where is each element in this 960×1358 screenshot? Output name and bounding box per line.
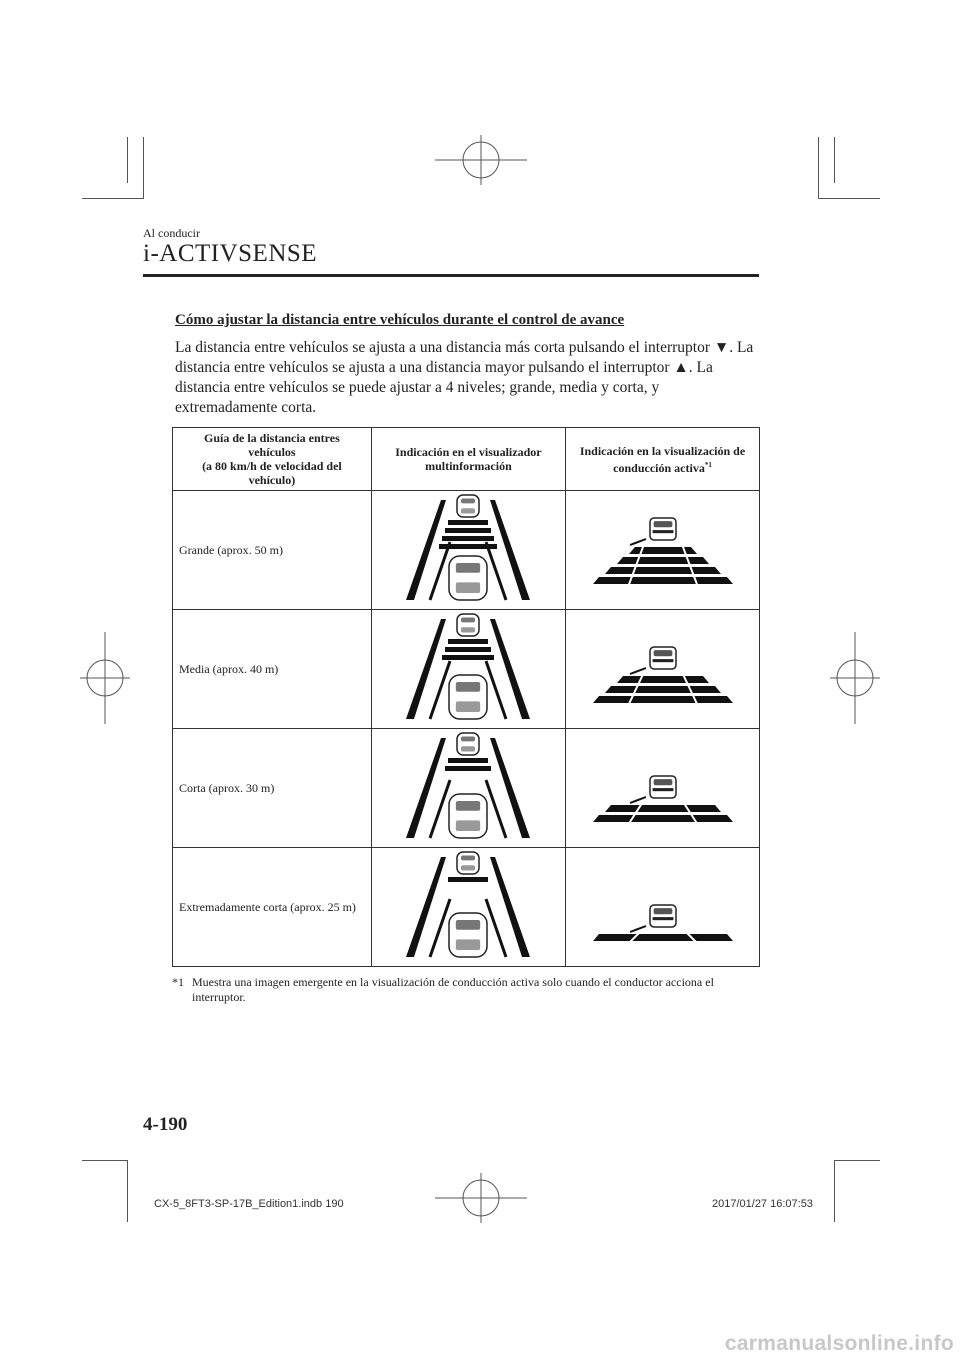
body-paragraph: La distancia entre vehículos se ajusta a una distancia más corta pulsando el interruptor ▼. La distancia entre vehículos se ajusta a una distancia mayor pulsando el interruptor ▲. La distancia entre vehículos se puede ajustar a 4 niveles; grande, media y corta, y extremadamente corta.: [175, 339, 754, 416]
lead-car-icon: [650, 905, 676, 927]
active-driving-display-cell: [566, 848, 760, 967]
chapter-title: i-ACTIVSENSE: [143, 240, 318, 267]
distance-bar: [605, 805, 721, 812]
own-car-icon: [449, 794, 487, 838]
section-label: Al conducir: [143, 226, 200, 240]
lead-car-icon: [650, 518, 676, 540]
distance-bar: [448, 520, 488, 525]
distance-bar: [605, 686, 721, 693]
distance-bar: [448, 758, 488, 763]
header-guide-line2: (a 80 km/h de velocidad del vehículo): [202, 459, 342, 487]
header-guide: [173, 428, 372, 491]
own-car-icon: [449, 913, 487, 957]
page-number: 4-190: [143, 1114, 188, 1135]
active-driving-display-icon: [588, 741, 738, 831]
table-row: [173, 729, 760, 848]
active-driving-display-icon: [588, 860, 738, 950]
print-slug-file: CX-5_8FT3-SP-17B_Edition1.indb 190: [154, 1198, 344, 1210]
distance-bar: [439, 544, 497, 549]
distance-bar: [445, 647, 491, 652]
table-header-row: [173, 428, 760, 491]
registration-target-top: [435, 135, 527, 185]
watermark: carmanualsonline.info: [724, 1332, 954, 1355]
multi-info-display-cell: [371, 729, 565, 848]
lead-car-icon: [457, 495, 479, 517]
distance-bar: [448, 639, 488, 644]
lead-car-icon: [650, 776, 676, 798]
distance-bar: [605, 567, 721, 574]
distance-bar: [442, 536, 494, 541]
multi-info-display-icon: [388, 730, 548, 842]
multi-info-display-icon: [388, 849, 548, 961]
active-driving-display-cell: [566, 491, 760, 610]
registration-target-right: [830, 632, 880, 724]
distance-label: Corta (aprox. 30 m): [173, 729, 372, 848]
active-driving-display-icon: [588, 622, 738, 712]
table-row: [173, 491, 760, 610]
distance-label: Extremadamente corta (aprox. 25 m): [173, 848, 372, 967]
active-driving-display-cell: [566, 610, 760, 729]
distance-bar: [445, 766, 491, 771]
distance-bar: [629, 547, 697, 554]
registration-target-bottom: [435, 1173, 527, 1223]
multi-info-display-cell: [371, 610, 565, 729]
distance-table: [172, 427, 760, 967]
multi-info-display-icon: [388, 492, 548, 604]
distance-bar: [593, 696, 733, 703]
footnote-ref: *1: [704, 460, 712, 469]
footnote: [172, 975, 762, 1005]
table-row: [173, 848, 760, 967]
distance-bar: [617, 676, 709, 683]
distance-bar: [445, 528, 491, 533]
header-multi-display: Indicación en el visualizador multinformación: [371, 428, 565, 491]
distance-bar: [617, 557, 709, 564]
subheading: Cómo ajustar la distancia entre vehículos durante el control de avance: [175, 312, 625, 328]
distance-bar: [593, 815, 733, 822]
lead-car-icon: [457, 614, 479, 636]
active-driving-display-icon: [588, 503, 738, 593]
footnote-marker: *1: [172, 975, 184, 989]
own-car-icon: [449, 675, 487, 719]
table-row: [173, 610, 760, 729]
registration-target-left: [80, 632, 130, 724]
lead-car-icon: [457, 733, 479, 755]
distance-label: Grande (aprox. 50 m): [173, 491, 372, 610]
lead-car-icon: [457, 852, 479, 874]
header-active-display: Indicación en la visualización de conducción activa$^{*1}$: [566, 428, 760, 491]
footnote-text: Muestra una imagen emergente en la visualización de conducción activa solo cuando el conductor acciona el interruptor.: [192, 975, 714, 1004]
own-car-icon: [449, 556, 487, 600]
print-slug-timestamp: 2017/01/27 16:07:53: [712, 1198, 813, 1210]
distance-bar: [448, 877, 488, 882]
distance-label: Media (aprox. 40 m): [173, 610, 372, 729]
multi-info-display-cell: [371, 491, 565, 610]
lead-car-icon: [650, 647, 676, 669]
multi-info-display-cell: [371, 848, 565, 967]
distance-bar: [593, 577, 733, 584]
distance-bar: [593, 934, 733, 941]
header-guide-line1: Guía de la distancia entres vehículos: [204, 431, 340, 459]
active-driving-display-cell: [566, 729, 760, 848]
distance-bar: [442, 655, 494, 660]
multi-info-display-icon: [388, 611, 548, 723]
header-rule: [143, 274, 759, 277]
